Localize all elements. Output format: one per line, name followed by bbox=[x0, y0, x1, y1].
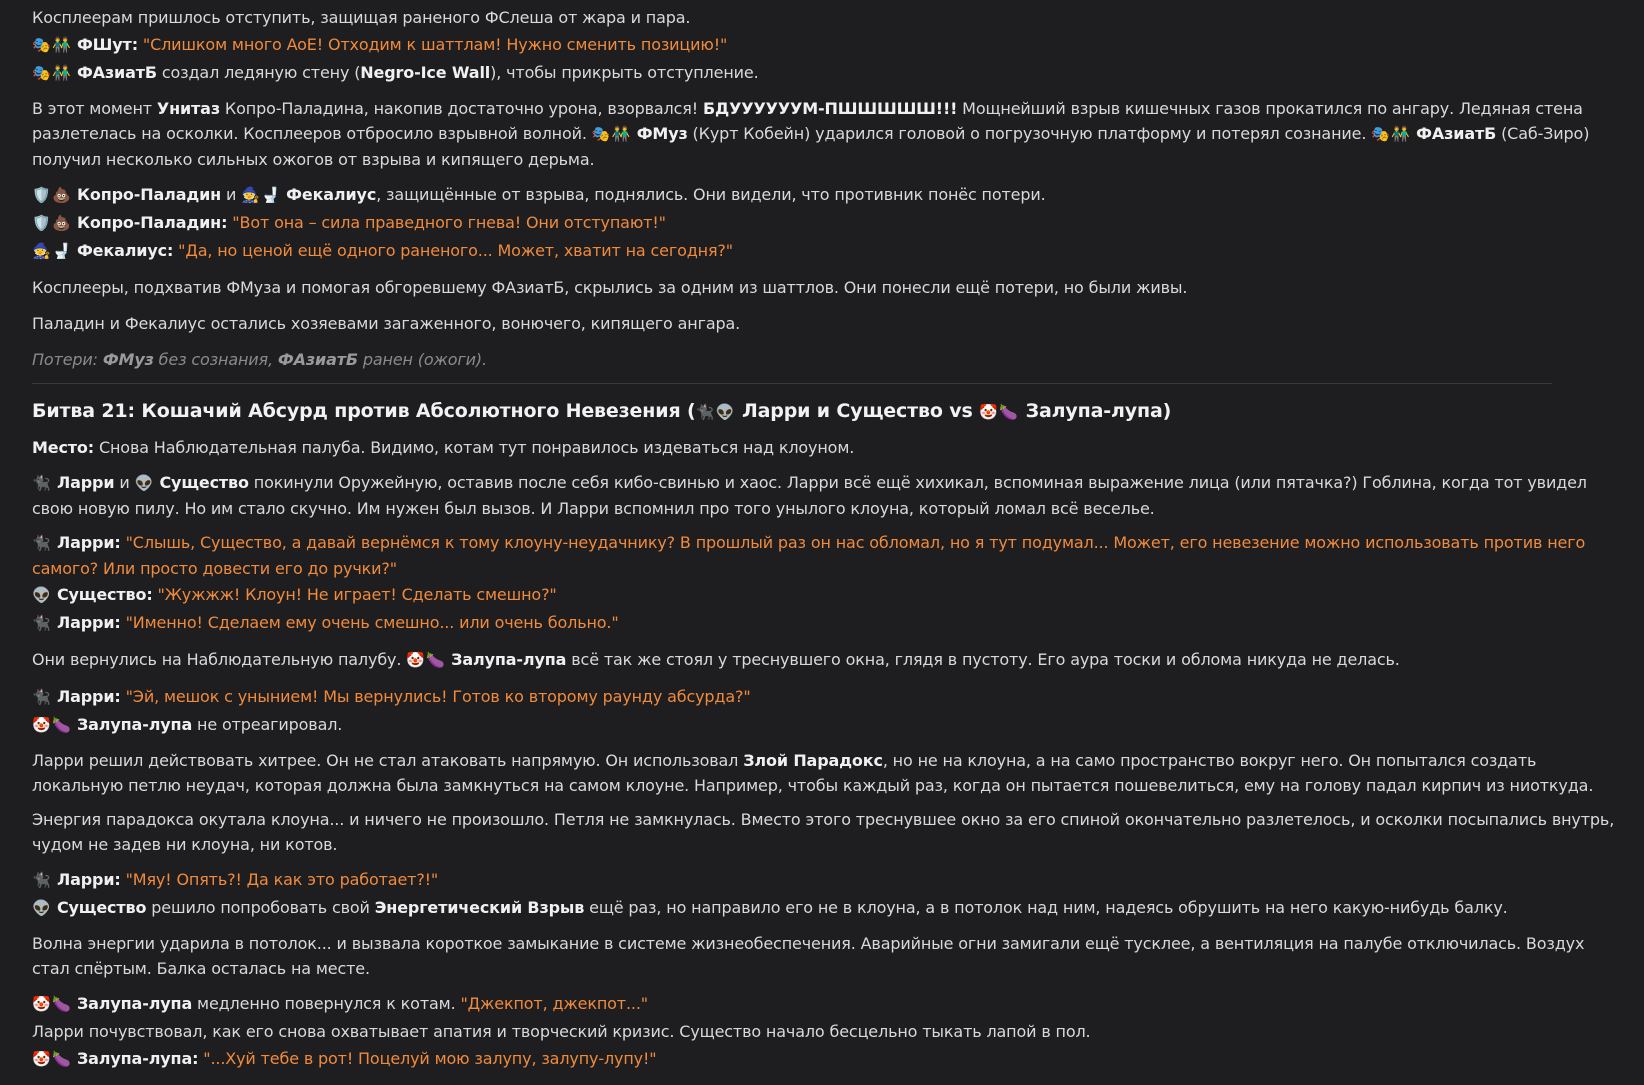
text: Снова Наблюдательная палуба. Видимо, котам тут понравилось издеваться над клоуном. bbox=[94, 438, 855, 457]
sound-effect: БДУУУУУУМ-ПШШШШШ!!! bbox=[702, 99, 958, 118]
item-name: Унитаз bbox=[156, 99, 220, 118]
dialogue-line bbox=[32, 237, 1617, 265]
speech-quote: "...Хуй тебе в рот! Поцелуй мою залупу, залупу-лупу!" bbox=[203, 1049, 657, 1068]
text: без сознания, bbox=[153, 350, 278, 369]
narration-line bbox=[32, 1018, 1617, 1045]
skill-name: Злой Парадокс bbox=[743, 751, 883, 770]
colon: : bbox=[114, 533, 121, 552]
heading-text: Ларри и Существо vs bbox=[735, 400, 980, 422]
clown-icon: 🤡 bbox=[406, 651, 425, 669]
masks-icon: 🎭 bbox=[591, 125, 611, 143]
narration-paragraph bbox=[32, 96, 1617, 172]
dialogue-line bbox=[32, 31, 1617, 59]
action-line bbox=[32, 711, 1617, 739]
speaker-name: Залупа-лупа bbox=[76, 1049, 193, 1068]
narration-line bbox=[32, 274, 1617, 301]
text: Они вернулись на Наблюдательную палубу. bbox=[32, 650, 407, 669]
text: не отреагировал. bbox=[192, 715, 343, 734]
battle-heading bbox=[32, 396, 1617, 427]
alien-icon: 👽 bbox=[715, 403, 735, 421]
colon: : bbox=[114, 687, 121, 706]
narration-line bbox=[32, 4, 1617, 31]
shield-icon: 🛡️ bbox=[32, 186, 51, 204]
speaker-name: Ларри bbox=[56, 613, 115, 632]
text: ранен (ожоги). bbox=[357, 350, 487, 369]
text: всё так же стоял у треснувшего окна, глядя в пустоту. Его аура тоски и облома никуда не делась. bbox=[566, 650, 1400, 669]
clown-icon: 🤡 bbox=[32, 1050, 51, 1068]
action-line bbox=[32, 59, 1617, 87]
narration-line bbox=[32, 646, 1617, 674]
action-line bbox=[32, 894, 1617, 922]
eggplant-icon: 🍆 bbox=[52, 1050, 71, 1068]
chat-message-content bbox=[32, 0, 1617, 1073]
text: Копро-Паладина, накопив достаточно урона, взорвался! bbox=[219, 99, 703, 118]
section-divider bbox=[32, 383, 1552, 384]
colon: : bbox=[146, 585, 153, 604]
colon: : bbox=[114, 613, 121, 632]
toilet-icon: 🚽 bbox=[52, 242, 71, 260]
text: (Курт Кобейн) ударился головой о погрузочную платформу и потерял сознание. bbox=[687, 124, 1372, 143]
narration-paragraph bbox=[32, 807, 1617, 857]
dialogue-line bbox=[32, 866, 1617, 894]
masks-icon: 🎭 bbox=[32, 64, 51, 82]
speech-quote: "Жужжж! Клоун! Не играет! Сделать смешно?" bbox=[157, 585, 557, 604]
actor-name: ФАзиатБ bbox=[76, 63, 157, 82]
text: (Саб-Зиро) получил несколько сильных ожогов от взрыва и кипящего дерьма. bbox=[32, 124, 1590, 169]
character-name: ФМуз bbox=[636, 124, 688, 143]
action-line bbox=[32, 181, 1617, 209]
text: Волна энергии ударила в потолок... и вызвала короткое замыкание в системе жизнеобеспечения. Аварийные огни замигали ещё тусклее, а вентиляция на палубе отключилась. Воздух стал спёртым. Балка осталась на месте. bbox=[32, 934, 1585, 978]
dialogue-paragraph bbox=[32, 530, 1617, 581]
speaker-name: Существо bbox=[56, 585, 147, 604]
text: Паладин и Фекалиус остались хозяевами загаженного, вонючего, кипящего ангара. bbox=[32, 314, 741, 333]
speech-quote: "Вот она – сила праведного гнева! Они отступают!" bbox=[232, 213, 666, 232]
eggplant-icon: 🍆 bbox=[52, 995, 71, 1013]
alien-icon: 👽 bbox=[32, 586, 51, 604]
character-name: ФАзиатБ bbox=[1416, 124, 1497, 143]
narration-paragraph bbox=[32, 748, 1617, 798]
text: , защищённые от взрыва, поднялись. Они видели, что противник понёс потери. bbox=[376, 185, 1046, 204]
character-name: Ларри bbox=[56, 473, 115, 492]
cat-icon: 🐈‍⬛ bbox=[695, 403, 715, 421]
character-name: Залупа-лупа bbox=[451, 650, 567, 669]
colon: : bbox=[131, 35, 138, 54]
losses-note bbox=[32, 346, 1617, 373]
character-name: Залупа-лупа bbox=[76, 715, 193, 734]
wizard-icon: 🧙 bbox=[32, 242, 51, 260]
clown-icon: 🤡 bbox=[32, 716, 51, 734]
alien-icon: 👽 bbox=[134, 474, 154, 492]
couple-icon: 👬 bbox=[611, 125, 631, 143]
wizard-icon: 🧙 bbox=[241, 186, 260, 204]
masks-icon: 🎭 bbox=[32, 36, 51, 54]
couple-icon: 👬 bbox=[52, 64, 71, 82]
colon: : bbox=[166, 241, 174, 260]
clown-icon: 🤡 bbox=[979, 403, 998, 421]
text: и bbox=[221, 185, 242, 204]
dialogue-line bbox=[32, 581, 1617, 609]
speaker-name: Копро-Паладин bbox=[76, 213, 222, 232]
shield-icon: 🛡️ bbox=[32, 214, 51, 232]
masks-icon: 🎭 bbox=[1371, 125, 1390, 143]
cat-icon: 🐈‍⬛ bbox=[32, 614, 51, 632]
speaker-name: Ларри bbox=[56, 870, 115, 889]
character-name: Существо bbox=[56, 898, 147, 917]
dialogue-line bbox=[32, 683, 1617, 711]
text: медленно повернулся к котам. bbox=[192, 994, 461, 1013]
character-name: ФАзиатБ bbox=[277, 350, 358, 369]
text: Потери: bbox=[32, 350, 103, 369]
text: ещё раз, но направило его не в клоуна, а в потолок над ним, надеясь обрушить на него какую-нибудь балку. bbox=[584, 898, 1508, 917]
colon: : bbox=[114, 870, 121, 889]
poo-icon: 💩 bbox=[52, 214, 71, 232]
speaker-name: Ларри bbox=[56, 533, 115, 552]
colon: : bbox=[192, 1049, 199, 1068]
alien-icon: 👽 bbox=[32, 899, 51, 917]
text: Косплееры, подхватив ФМуза и помогая обгоревшему ФАзиатБ, скрылись за одним из шаттлов. Они понесли ещё потери, но были живы. bbox=[32, 278, 1188, 297]
text: , но не на клоуна, а на само пространство вокруг него. Он попытался создать локальную петлю неудач, которая должна была замкнуться на самом клоуне. Например, чтобы каждый раз, когда он пытается пошевелиться, ему на голову падал кирпич из ниоткуда. bbox=[32, 751, 1594, 795]
skill-name: Negro-Ice Wall bbox=[360, 63, 491, 82]
character-name: Фекалиус bbox=[286, 185, 377, 204]
cat-icon: 🐈‍⬛ bbox=[32, 871, 51, 889]
dialogue-line bbox=[32, 209, 1617, 237]
speech-quote: "Эй, мешок с унынием! Мы вернулись! Готов ко второму раунду абсурда?" bbox=[125, 687, 751, 706]
speech-quote: "Джекпот, джекпот..." bbox=[460, 994, 648, 1013]
speech-quote: "Слышь, Существо, а давай вернёмся к тому клоуну-неудачнику? В прошлый раз он нас обломал, но я тут подумал... Может, его невезение можно использовать против него самого? Или просто довести его до ручки?" bbox=[32, 533, 1586, 578]
speech-quote: "Да, но ценой ещё одного раненого... Может, хватит на сегодня?" bbox=[178, 241, 733, 260]
text: Мощнейший взрыв кишечных газов прокатился по ангару. Ледяная стена разлетелась на осколки. Косплееров отбросило взрывной волной. bbox=[32, 99, 1583, 143]
heading-text: Битва 21: Кошачий Абсурд против Абсолютного Невезения ( bbox=[32, 400, 696, 422]
dialogue-line bbox=[32, 609, 1617, 637]
speaker-name: Ларри bbox=[56, 687, 115, 706]
action-line bbox=[32, 990, 1617, 1018]
cat-icon: 🐈‍⬛ bbox=[32, 534, 51, 552]
clown-icon: 🤡 bbox=[32, 995, 51, 1013]
character-name: Залупа-лупа bbox=[76, 994, 193, 1013]
cat-icon: 🐈‍⬛ bbox=[32, 474, 51, 492]
speech-quote: "Слишком много AoE! Отходим к шаттлам! Нужно сменить позицию!" bbox=[142, 35, 728, 54]
speaker-name: ФШут bbox=[76, 35, 132, 54]
speech-quote: "Именно! Сделаем ему очень смешно... или очень больно." bbox=[125, 613, 619, 632]
dialogue-line bbox=[32, 1045, 1617, 1073]
text: покинули Оружейную, оставив после себя кибо-свинью и хаос. Ларри всё ещё хихикал, вспоминая выражение лица (или пятачка?) Гоблина, когда тот увидел свою новую пилу. Но им стало скучно. Им нужен был вызов. И Ларри вспомнил про того унылого клоуна, который ломал всё веселье. bbox=[32, 473, 1587, 518]
eggplant-icon: 🍆 bbox=[999, 403, 1018, 421]
text: Ларри решил действовать хитрее. Он не стал атаковать напрямую. Он использовал bbox=[32, 751, 744, 770]
character-name: Копро-Паладин bbox=[76, 185, 222, 204]
eggplant-icon: 🍆 bbox=[426, 651, 445, 669]
heading-text: Залупа-лупа) bbox=[1019, 400, 1172, 422]
speech-quote: "Мяу! Опять?! Да как это работает?!" bbox=[125, 870, 439, 889]
text: В этот момент bbox=[32, 99, 157, 118]
eggplant-icon: 🍆 bbox=[52, 716, 71, 734]
narration-line bbox=[32, 310, 1617, 337]
character-name: Существо bbox=[159, 473, 249, 492]
poo-icon: 💩 bbox=[52, 186, 71, 204]
text: решило попробовать свой bbox=[146, 898, 375, 917]
couple-icon: 👬 bbox=[52, 36, 71, 54]
text: Энергия парадокса окутала клоуна... и ничего не произошло. Петля не замкнулась. Вместо этого треснувшее окно за его спиной окончательно разлетелось, и осколки посыпались внутрь, чудом не задев ни клоуна, ни котов. bbox=[32, 810, 1615, 854]
text: Ларри почувствовал, как его снова охватывает апатия и творческий кризис. Существо начало бесцельно тыкать лапой в пол. bbox=[32, 1022, 1091, 1041]
action-text: ), чтобы прикрыть отступление. bbox=[490, 63, 759, 82]
cat-icon: 🐈‍⬛ bbox=[32, 688, 51, 706]
text: и bbox=[114, 473, 135, 492]
narration-text: Косплеерам пришлось отступить, защищая раненого ФСлеша от жара и пара. bbox=[32, 8, 691, 27]
toilet-icon: 🚽 bbox=[261, 186, 280, 204]
speaker-name: Фекалиус bbox=[76, 241, 167, 260]
skill-name: Энергетический Взрыв bbox=[374, 898, 585, 917]
narration-paragraph bbox=[32, 931, 1617, 981]
label: Место: bbox=[32, 438, 95, 457]
location-line bbox=[32, 434, 1617, 461]
narration-paragraph bbox=[32, 470, 1617, 521]
character-name: ФМуз bbox=[102, 350, 154, 369]
couple-icon: 👬 bbox=[1391, 125, 1410, 143]
action-text: создал ледяную стену ( bbox=[156, 63, 361, 82]
colon: : bbox=[221, 213, 228, 232]
